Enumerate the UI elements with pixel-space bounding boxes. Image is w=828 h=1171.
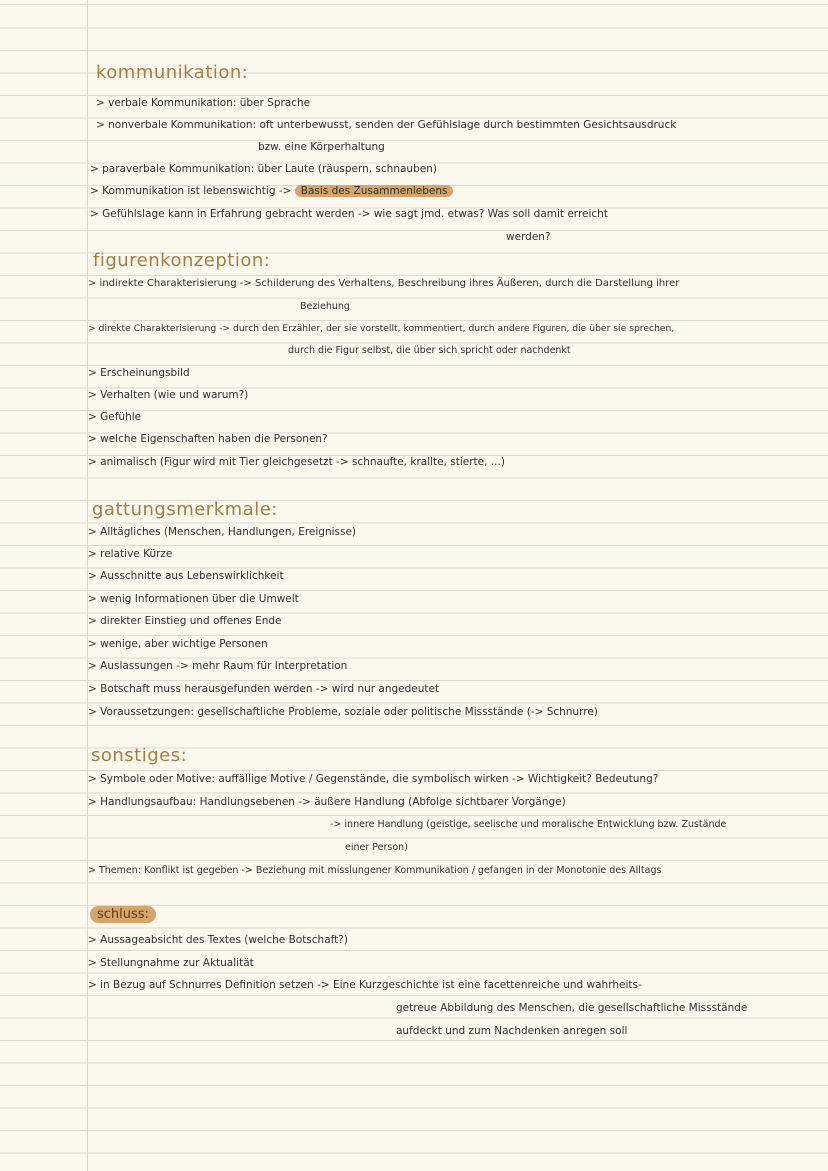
note-line: [90, 185, 453, 197]
note-line: > direkter Einstieg und offenes Ende: [88, 615, 282, 627]
note-line: > Verhalten (wie und warum?): [88, 389, 249, 401]
note-line: > in Bezug auf Schnurres Definition setzen -> Eine Kurzgeschichte ist eine facettenreiche und wahrheits-: [88, 979, 642, 991]
note-line: > Voraussetzungen: gesellschaftliche Probleme, soziale oder politische Missstände (-> Schnurre): [88, 706, 598, 718]
note-line: > relative Kürze: [88, 548, 173, 560]
heading-schluss: schluss:: [90, 906, 156, 923]
note-line: > Symbole oder Motive: auffällige Motive / Gegenstände, die symbolisch wirken -> Wichtigkeit? Bedeutung?: [88, 773, 659, 785]
note-line: > Gefühlslage kann in Erfahrung gebracht werden -> wie sagt jmd. etwas? Was soll damit erreicht: [90, 208, 608, 220]
note-line: > welche Eigenschaften haben die Personen?: [88, 433, 328, 445]
highlight-basis: Basis des Zusammenlebens: [295, 185, 454, 197]
note-line: > Themen: Konflikt ist gegeben -> Beziehung mit misslungener Kommunikation / gefangen in der Monotonie des Alltags: [88, 865, 662, 876]
note-line: durch die Figur selbst, die über sich spricht oder nachdenkt: [288, 345, 571, 356]
note-line: > Alltägliches (Menschen, Handlungen, Ereignisse): [88, 526, 357, 538]
note-line: > Botschaft muss herausgefunden werden -> wird nur angedeutet: [88, 683, 440, 695]
note-line: aufdeckt und zum Nachdenken anregen soll: [396, 1025, 628, 1037]
note-line: > Aussageabsicht des Textes (welche Botschaft?): [88, 934, 348, 946]
note-line: > Erscheinungsbild: [88, 367, 190, 379]
note-line: > nonverbale Kommunikation: oft unterbewusst, senden der Gefühlslage durch bestimmten Gesichtsausdruck: [96, 119, 677, 131]
heading-sonstiges: sonstiges:: [91, 745, 188, 766]
heading-figurenkonzeption: figurenkonzeption:: [93, 250, 271, 271]
note-line: > indirekte Charakterisierung -> Schilderung des Verhaltens, Beschreibung ihres Äußeren, durch die Darstellung ihrer: [88, 278, 680, 289]
note-line: > wenige, aber wichtige Personen: [88, 638, 268, 650]
note-line: > Ausschnitte aus Lebenswirklichkeit: [88, 570, 284, 582]
note-line: werden?: [506, 231, 551, 243]
note-text: > Kommunikation ist lebenswichtig ->: [90, 185, 292, 197]
note-line: getreue Abbildung des Menschen, die gesellschaftliche Missstände: [396, 1002, 748, 1014]
note-line: -> innere Handlung (geistige, seelische und moralische Entwicklung bzw. Zustände: [330, 819, 727, 830]
note-line: Beziehung: [300, 301, 350, 312]
heading-kommunikation: kommunikation:: [96, 62, 249, 83]
note-line: > Stellungnahme zur Aktualität: [88, 957, 254, 969]
note-line: > paraverbale Kommunikation: über Laute (räuspern, schnauben): [90, 163, 437, 175]
note-line: > direkte Charakterisierung -> durch den Erzähler, der sie vorstellt, kommentiert, durch andere Figuren, die über sie sprechen,: [88, 323, 675, 334]
note-line: > Handlungsaufbau: Handlungsebenen -> äußere Handlung (Abfolge sichtbarer Vorgänge): [88, 796, 566, 808]
note-line: > wenig Informationen über die Umwelt: [88, 593, 299, 605]
note-line: > verbale Kommunikation: über Sprache: [96, 97, 311, 109]
note-line: > Gefühle: [88, 411, 142, 423]
note-line: bzw. eine Körperhaltung: [258, 141, 385, 153]
note-line: > animalisch (Figur wird mit Tier gleichgesetzt -> schnaufte, krallte, stierte, ...): [88, 456, 505, 468]
note-line: > Auslassungen -> mehr Raum für Interpretation: [88, 660, 348, 672]
heading-gattungsmerkmale: gattungsmerkmale:: [92, 499, 278, 520]
note-line: einer Person): [345, 842, 408, 853]
